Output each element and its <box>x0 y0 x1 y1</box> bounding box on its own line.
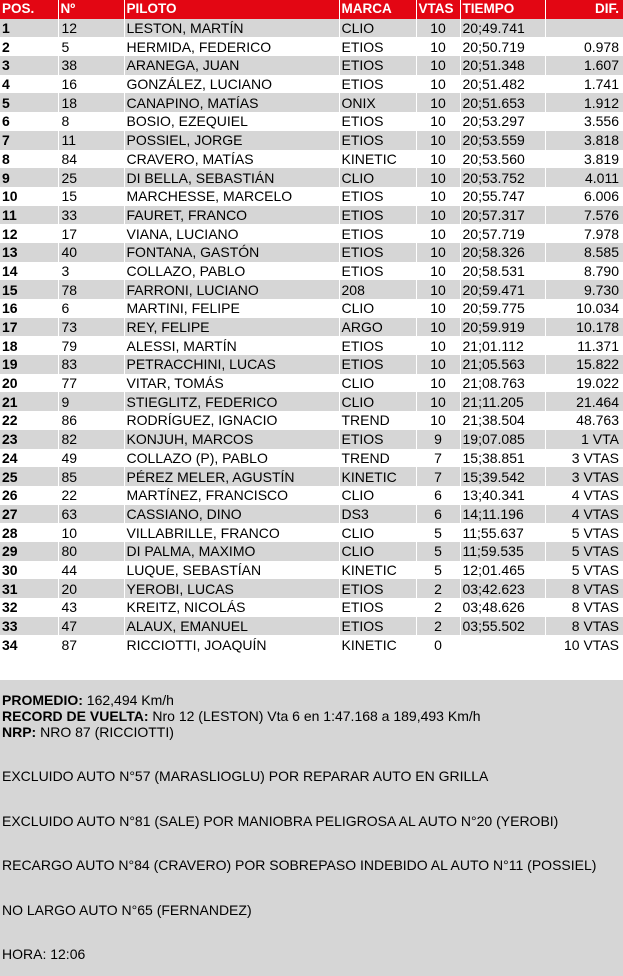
row-brand: ETIOS <box>339 187 416 206</box>
row-brand: KINETIC <box>339 467 416 486</box>
row-time: 21;08.763 <box>460 374 545 393</box>
average-speed-label: PROMEDIO: <box>2 692 83 708</box>
row-difference: 19.022 <box>545 374 623 393</box>
row-laps: 10 <box>416 336 460 355</box>
race-notes <box>0 680 623 976</box>
header-pos: POS. <box>0 0 58 19</box>
row-difference: 8 VTAS <box>545 617 623 636</box>
row-difference: 1.741 <box>545 75 623 94</box>
row-time: 20;50.719 <box>460 37 545 56</box>
row-brand: CLIO <box>339 374 416 393</box>
row-position: 6 <box>0 112 58 131</box>
row-laps: 10 <box>416 187 460 206</box>
row-position: 12 <box>0 224 58 243</box>
row-brand: CLIO <box>339 299 416 318</box>
row-position: 15 <box>0 280 58 299</box>
table-row <box>0 299 623 318</box>
row-time: 12;01.465 <box>460 561 545 580</box>
table-row <box>0 19 623 38</box>
row-driver: PÉREZ MELER, AGUSTÍN <box>124 467 339 486</box>
row-time: 20;58.326 <box>460 243 545 262</box>
row-brand: KINETIC <box>339 561 416 580</box>
row-position: 2 <box>0 37 58 56</box>
row-car-number: 16 <box>58 75 124 94</box>
lap-record-value: Nro 12 (LESTON) Vta 6 en 1:47.168 a 189,493 Km/h <box>152 708 481 724</box>
row-position: 31 <box>0 579 58 598</box>
row-position: 24 <box>0 449 58 468</box>
row-car-number: 84 <box>58 150 124 169</box>
row-laps: 10 <box>416 37 460 56</box>
row-car-number: 85 <box>58 467 124 486</box>
row-difference: 0.978 <box>545 37 623 56</box>
table-row <box>0 561 623 580</box>
row-driver: ALESSI, MARTÍN <box>124 336 339 355</box>
row-position: 14 <box>0 262 58 281</box>
row-laps: 0 <box>416 635 460 654</box>
row-time: 20;53.297 <box>460 112 545 131</box>
row-laps: 10 <box>416 131 460 150</box>
row-car-number: 79 <box>58 336 124 355</box>
row-driver: VITAR, TOMÁS <box>124 374 339 393</box>
row-laps: 10 <box>416 243 460 262</box>
row-driver: VILLABRILLE, FRANCO <box>124 523 339 542</box>
row-laps: 10 <box>416 112 460 131</box>
row-laps: 10 <box>416 299 460 318</box>
header-brand: MARCA <box>339 0 416 19</box>
row-driver: FARRONI, LUCIANO <box>124 280 339 299</box>
table-row <box>0 168 623 187</box>
lap-record-line <box>2 708 481 724</box>
row-car-number: 6 <box>58 299 124 318</box>
row-laps: 7 <box>416 467 460 486</box>
table-row <box>0 505 623 524</box>
row-brand: ETIOS <box>339 56 416 75</box>
row-difference <box>545 19 623 38</box>
row-brand: ETIOS <box>339 262 416 281</box>
row-difference: 9.730 <box>545 280 623 299</box>
table-row <box>0 542 623 561</box>
row-brand: DS3 <box>339 505 416 524</box>
row-brand: TREND <box>339 411 416 430</box>
table-row <box>0 56 623 75</box>
row-laps: 10 <box>416 318 460 337</box>
row-driver: ALAUX, EMANUEL <box>124 617 339 636</box>
row-difference: 7.978 <box>545 224 623 243</box>
row-driver: DI BELLA, SEBASTIÁN <box>124 168 339 187</box>
row-brand: ETIOS <box>339 224 416 243</box>
row-difference: 4 VTAS <box>545 486 623 505</box>
row-car-number: 78 <box>58 280 124 299</box>
row-time: 21;05.563 <box>460 355 545 374</box>
row-difference: 3 VTAS <box>545 449 623 468</box>
row-position: 11 <box>0 206 58 225</box>
row-difference: 8.790 <box>545 262 623 281</box>
row-laps: 10 <box>416 224 460 243</box>
row-difference: 48.763 <box>545 411 623 430</box>
row-car-number: 5 <box>58 37 124 56</box>
row-driver: COLLAZO, PABLO <box>124 262 339 281</box>
row-driver: VIANA, LUCIANO <box>124 224 339 243</box>
table-row <box>0 579 623 598</box>
nrp-line <box>2 724 481 740</box>
row-position: 18 <box>0 336 58 355</box>
row-car-number: 40 <box>58 243 124 262</box>
row-driver: RICCIOTTI, JOAQUÍN <box>124 635 339 654</box>
row-time: 20;53.560 <box>460 150 545 169</box>
no-start-note: NO LARGO AUTO N°65 (FERNANDEZ) <box>2 902 252 918</box>
row-car-number: 86 <box>58 411 124 430</box>
row-laps: 2 <box>416 579 460 598</box>
row-brand: ETIOS <box>339 206 416 225</box>
row-position: 30 <box>0 561 58 580</box>
row-car-number: 11 <box>58 131 124 150</box>
row-time: 20;57.317 <box>460 206 545 225</box>
row-driver: FAURET, FRANCO <box>124 206 339 225</box>
table-row <box>0 318 623 337</box>
row-difference: 11.371 <box>545 336 623 355</box>
row-brand: ETIOS <box>339 598 416 617</box>
row-brand: KINETIC <box>339 150 416 169</box>
row-brand: ETIOS <box>339 37 416 56</box>
row-laps: 9 <box>416 430 460 449</box>
row-time: 11;55.637 <box>460 523 545 542</box>
row-position: 34 <box>0 635 58 654</box>
row-car-number: 73 <box>58 318 124 337</box>
row-time: 20;55.747 <box>460 187 545 206</box>
row-laps: 2 <box>416 617 460 636</box>
row-laps: 10 <box>416 19 460 38</box>
row-driver: MARTÍNEZ, FRANCISCO <box>124 486 339 505</box>
row-time: 15;38.851 <box>460 449 545 468</box>
row-driver: LESTON, MARTÍN <box>124 19 339 38</box>
row-driver: GONZÁLEZ, LUCIANO <box>124 75 339 94</box>
row-brand: KINETIC <box>339 635 416 654</box>
row-difference: 5 VTAS <box>545 523 623 542</box>
row-difference: 3.818 <box>545 131 623 150</box>
row-car-number: 49 <box>58 449 124 468</box>
row-laps: 10 <box>416 411 460 430</box>
table-row <box>0 37 623 56</box>
row-driver: HERMIDA, FEDERICO <box>124 37 339 56</box>
row-laps: 5 <box>416 523 460 542</box>
row-laps: 10 <box>416 374 460 393</box>
row-driver: COLLAZO (P), PABLO <box>124 449 339 468</box>
row-driver: REY, FELIPE <box>124 318 339 337</box>
table-row <box>0 411 623 430</box>
row-position: 32 <box>0 598 58 617</box>
row-difference: 10 VTAS <box>545 635 623 654</box>
table-row <box>0 355 623 374</box>
row-car-number: 25 <box>58 168 124 187</box>
row-car-number: 87 <box>58 635 124 654</box>
table-row <box>0 280 623 299</box>
header-driver: PILOTO <box>124 0 339 19</box>
row-position: 28 <box>0 523 58 542</box>
row-driver: KONJUH, MARCOS <box>124 430 339 449</box>
row-brand: ETIOS <box>339 430 416 449</box>
row-position: 5 <box>0 93 58 112</box>
row-time: 20;51.482 <box>460 75 545 94</box>
row-difference: 21.464 <box>545 392 623 411</box>
table-row <box>0 262 623 281</box>
row-brand: 208 <box>339 280 416 299</box>
table-row <box>0 112 623 131</box>
row-brand: ETIOS <box>339 243 416 262</box>
row-laps: 10 <box>416 56 460 75</box>
row-time: 20;53.559 <box>460 131 545 150</box>
row-time <box>460 635 545 654</box>
row-time: 20;49.741 <box>460 19 545 38</box>
row-laps: 10 <box>416 280 460 299</box>
row-driver: CRAVERO, MATÍAS <box>124 150 339 169</box>
row-difference: 5 VTAS <box>545 542 623 561</box>
row-driver: ARANEGA, JUAN <box>124 56 339 75</box>
row-position: 26 <box>0 486 58 505</box>
row-car-number: 44 <box>58 561 124 580</box>
row-position: 27 <box>0 505 58 524</box>
table-row <box>0 449 623 468</box>
row-laps: 7 <box>416 449 460 468</box>
row-time: 03;55.502 <box>460 617 545 636</box>
row-time: 14;11.196 <box>460 505 545 524</box>
row-position: 8 <box>0 150 58 169</box>
table-row <box>0 635 623 654</box>
row-time: 21;01.112 <box>460 336 545 355</box>
row-position: 19 <box>0 355 58 374</box>
row-brand: CLIO <box>339 523 416 542</box>
row-car-number: 82 <box>58 430 124 449</box>
results-header <box>0 0 623 19</box>
row-time: 21;11.205 <box>460 392 545 411</box>
row-time: 19;07.085 <box>460 430 545 449</box>
row-brand: CLIO <box>339 19 416 38</box>
row-car-number: 9 <box>58 392 124 411</box>
row-position: 4 <box>0 75 58 94</box>
row-laps: 10 <box>416 355 460 374</box>
row-position: 9 <box>0 168 58 187</box>
table-row <box>0 467 623 486</box>
nrp-value: NRO 87 (RICCIOTTI) <box>40 724 174 740</box>
row-driver: LUQUE, SEBASTÍAN <box>124 561 339 580</box>
row-brand: CLIO <box>339 392 416 411</box>
row-driver: MARTINI, FELIPE <box>124 299 339 318</box>
header-time: TIEMPO <box>460 0 545 19</box>
row-laps: 10 <box>416 168 460 187</box>
row-car-number: 33 <box>58 206 124 225</box>
header-num: Nº <box>58 0 124 19</box>
average-speed-line <box>2 692 481 708</box>
row-difference: 4 VTAS <box>545 505 623 524</box>
row-difference: 5 VTAS <box>545 561 623 580</box>
table-row <box>0 243 623 262</box>
row-brand: ETIOS <box>339 75 416 94</box>
row-laps: 10 <box>416 262 460 281</box>
row-car-number: 3 <box>58 262 124 281</box>
row-difference: 10.034 <box>545 299 623 318</box>
row-time: 20;51.348 <box>460 56 545 75</box>
row-driver: PETRACCHINI, LUCAS <box>124 355 339 374</box>
lap-record-label: RECORD DE VUELTA: <box>2 708 149 724</box>
row-car-number: 10 <box>58 523 124 542</box>
row-difference: 8 VTAS <box>545 598 623 617</box>
row-laps: 10 <box>416 392 460 411</box>
row-time: 20;51.653 <box>460 93 545 112</box>
row-car-number: 8 <box>58 112 124 131</box>
row-time: 20;59.471 <box>460 280 545 299</box>
row-car-number: 20 <box>58 579 124 598</box>
row-laps: 10 <box>416 150 460 169</box>
row-time: 15;39.542 <box>460 467 545 486</box>
row-position: 13 <box>0 243 58 262</box>
row-position: 7 <box>0 131 58 150</box>
row-driver: KREITZ, NICOLÁS <box>124 598 339 617</box>
row-difference: 3 VTAS <box>545 467 623 486</box>
row-brand: ETIOS <box>339 579 416 598</box>
row-position: 29 <box>0 542 58 561</box>
row-difference: 1.912 <box>545 93 623 112</box>
row-position: 17 <box>0 318 58 337</box>
row-time: 20;58.531 <box>460 262 545 281</box>
row-time: 20;57.719 <box>460 224 545 243</box>
row-car-number: 17 <box>58 224 124 243</box>
nrp-label: NRP: <box>2 724 37 740</box>
row-position: 3 <box>0 56 58 75</box>
row-car-number: 18 <box>58 93 124 112</box>
row-car-number: 43 <box>58 598 124 617</box>
row-position: 25 <box>0 467 58 486</box>
row-difference: 8 VTAS <box>545 579 623 598</box>
row-driver: RODRÍGUEZ, IGNACIO <box>124 411 339 430</box>
row-difference: 6.006 <box>545 187 623 206</box>
row-driver: MARCHESSE, MARCELO <box>124 187 339 206</box>
row-difference: 1.607 <box>545 56 623 75</box>
header-diff: DIF. <box>545 0 623 19</box>
row-brand: CLIO <box>339 168 416 187</box>
table-row <box>0 336 623 355</box>
row-time: 20;59.919 <box>460 318 545 337</box>
row-time: 20;53.752 <box>460 168 545 187</box>
row-time: 03;42.623 <box>460 579 545 598</box>
row-driver: CANAPINO, MATÍAS <box>124 93 339 112</box>
row-time: 21;38.504 <box>460 411 545 430</box>
row-driver: CASSIANO, DINO <box>124 505 339 524</box>
row-time: 11;59.535 <box>460 542 545 561</box>
row-position: 16 <box>0 299 58 318</box>
table-row <box>0 206 623 225</box>
row-difference: 15.822 <box>545 355 623 374</box>
row-laps: 5 <box>416 561 460 580</box>
row-position: 20 <box>0 374 58 393</box>
row-brand: ETIOS <box>339 112 416 131</box>
table-row <box>0 430 623 449</box>
row-time: 20;59.775 <box>460 299 545 318</box>
row-difference: 1 VTA <box>545 430 623 449</box>
row-brand: CLIO <box>339 542 416 561</box>
row-difference: 8.585 <box>545 243 623 262</box>
row-car-number: 38 <box>58 56 124 75</box>
row-difference: 4.011 <box>545 168 623 187</box>
row-laps: 10 <box>416 206 460 225</box>
row-car-number: 12 <box>58 19 124 38</box>
row-car-number: 63 <box>58 505 124 524</box>
row-driver: FONTANA, GASTÓN <box>124 243 339 262</box>
row-car-number: 77 <box>58 374 124 393</box>
row-brand: TREND <box>339 449 416 468</box>
table-row <box>0 598 623 617</box>
excluded-note-1: EXCLUIDO AUTO N°57 (MARASLIOGLU) POR REPARAR AUTO EN GRILLA <box>2 768 489 784</box>
row-brand: ETIOS <box>339 617 416 636</box>
row-difference: 3.556 <box>545 112 623 131</box>
row-time: 03;48.626 <box>460 598 545 617</box>
row-car-number: 83 <box>58 355 124 374</box>
row-driver: DI PALMA, MAXIMO <box>124 542 339 561</box>
table-row <box>0 523 623 542</box>
table-row <box>0 617 623 636</box>
row-driver: POSSIEL, JORGE <box>124 131 339 150</box>
results-body <box>0 19 623 654</box>
excluded-note-2: EXCLUIDO AUTO N°81 (SALE) POR MANIOBRA PELIGROSA AL AUTO N°20 (YEROBI) <box>2 813 559 829</box>
row-laps: 10 <box>416 75 460 94</box>
table-row <box>0 187 623 206</box>
row-difference: 3.819 <box>545 150 623 169</box>
surcharge-note: RECARGO AUTO N°84 (CRAVERO) POR SOBREPASO INDEBIDO AL AUTO N°11 (POSSIEL) <box>2 857 597 873</box>
row-driver: YEROBI, LUCAS <box>124 579 339 598</box>
table-row <box>0 93 623 112</box>
row-car-number: 22 <box>58 486 124 505</box>
row-car-number: 47 <box>58 617 124 636</box>
row-difference: 10.178 <box>545 318 623 337</box>
row-brand: ETIOS <box>339 355 416 374</box>
row-driver: STIEGLITZ, FEDERICO <box>124 392 339 411</box>
row-brand: ETIOS <box>339 336 416 355</box>
table-row <box>0 224 623 243</box>
row-brand: ARGO <box>339 318 416 337</box>
row-time: 13;40.341 <box>460 486 545 505</box>
row-position: 23 <box>0 430 58 449</box>
row-position: 1 <box>0 19 58 38</box>
header-laps: VTAS <box>416 0 460 19</box>
race-stats <box>2 692 481 740</box>
row-brand: ETIOS <box>339 131 416 150</box>
row-laps: 5 <box>416 542 460 561</box>
row-driver: BOSIO, EZEQUIEL <box>124 112 339 131</box>
row-position: 22 <box>0 411 58 430</box>
average-speed-value: 162,494 Km/h <box>86 692 174 708</box>
table-row <box>0 150 623 169</box>
table-row <box>0 486 623 505</box>
row-position: 21 <box>0 392 58 411</box>
row-laps: 6 <box>416 486 460 505</box>
row-car-number: 15 <box>58 187 124 206</box>
table-row <box>0 374 623 393</box>
table-row <box>0 131 623 150</box>
row-position: 33 <box>0 617 58 636</box>
row-position: 10 <box>0 187 58 206</box>
row-laps: 6 <box>416 505 460 524</box>
table-row <box>0 75 623 94</box>
row-difference: 7.576 <box>545 206 623 225</box>
row-brand: ONIX <box>339 93 416 112</box>
row-laps: 2 <box>416 598 460 617</box>
row-car-number: 80 <box>58 542 124 561</box>
report-time: HORA: 12:06 <box>2 946 86 962</box>
row-brand: CLIO <box>339 486 416 505</box>
row-laps: 10 <box>416 93 460 112</box>
table-row <box>0 392 623 411</box>
